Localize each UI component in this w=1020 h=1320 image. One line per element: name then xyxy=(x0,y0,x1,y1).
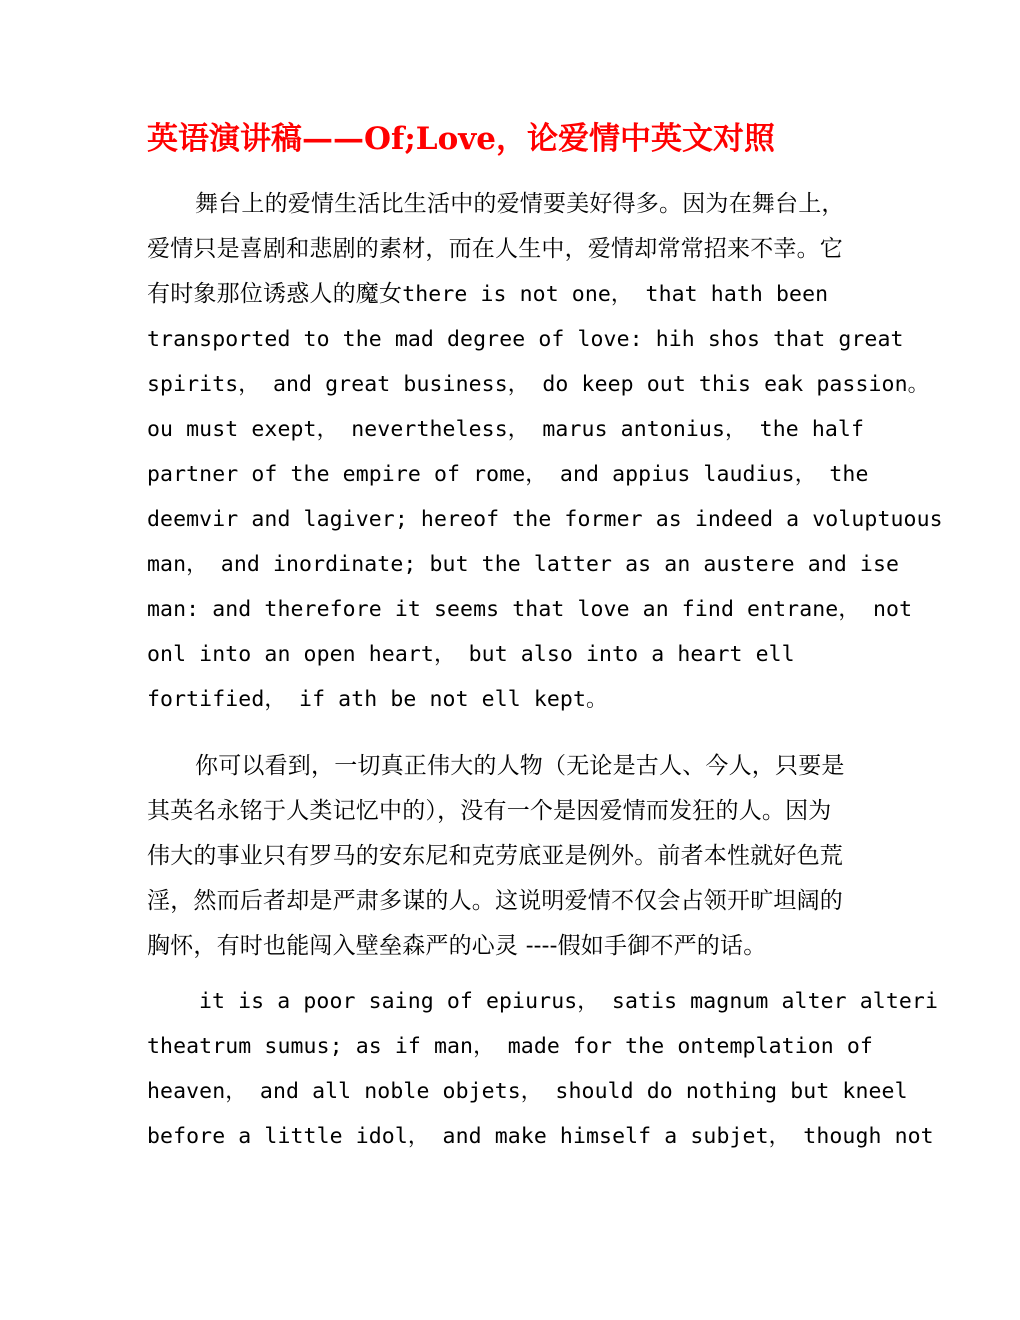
text-line xyxy=(147,182,873,227)
text-line xyxy=(147,744,873,789)
english-run: theatrum sumus; as if man， made for the ontemplation of xyxy=(147,1034,873,1059)
english-run: man， and inordinate; but the latter as an austere and ise xyxy=(147,552,900,577)
text-line xyxy=(147,317,904,362)
chinese-run: 胸怀，有时也能闯入壁垒森严的心灵 ----假如手御不严的话。 xyxy=(147,933,767,959)
english-run: before a little idol， and make himself a subjet， though not xyxy=(147,1124,934,1149)
english-run: onl into an open heart， but also into a heart ell xyxy=(147,642,795,667)
text-line xyxy=(147,362,930,407)
text-line xyxy=(147,587,913,632)
text-line xyxy=(147,1024,873,1069)
text-line xyxy=(147,272,873,317)
chinese-run: 你可以看到，一切真正伟大的人物（无论是古人、今人，只要是 xyxy=(195,753,845,779)
paragraph xyxy=(147,722,873,969)
chinese-run: 舞台上的爱情生活比生活中的爱情要美好得多。因为在舞台上， xyxy=(195,191,845,217)
english-run: it is a poor saing of epiurus， satis magnum alter alteri xyxy=(199,989,939,1014)
english-run: man: and therefore it seems that love an find entrane， not xyxy=(147,597,913,622)
text-line xyxy=(147,1114,934,1159)
paragraph xyxy=(147,969,939,1159)
english-run: heaven， and all noble objets， should do nothing but kneel xyxy=(147,1079,908,1104)
text-line xyxy=(147,407,873,452)
text-line xyxy=(147,497,943,542)
document-content xyxy=(147,0,943,1159)
english-run: deemvir and lagiver; hereof the former as indeed a voluptuous xyxy=(147,507,943,532)
text-line xyxy=(147,879,873,924)
text-line xyxy=(147,834,873,879)
english-run: fortified， if ath be not ell kept。 xyxy=(147,687,608,712)
english-run: partner of the empire of rome， and appius laudius， the xyxy=(147,462,869,487)
text-line xyxy=(147,632,873,677)
english-run: there is not one， that hath been xyxy=(402,282,829,307)
text-line xyxy=(147,924,873,969)
page-title: 英语演讲稿——Of;Love，论爱情中英文对照 xyxy=(147,121,775,157)
english-run: transported to the mad degree of love: hih shos that great xyxy=(147,327,904,352)
document-body xyxy=(147,160,943,1159)
text-line xyxy=(147,542,900,587)
english-run: ou must exept， nevertheless， marus antonius， the half xyxy=(147,417,865,442)
text-line xyxy=(147,227,873,272)
chinese-run: 其英名永铭于人类记忆中的），没有一个是因爱情而发狂的人。因为 xyxy=(147,798,832,824)
text-line xyxy=(147,677,873,722)
text-line xyxy=(147,1069,908,1114)
text-line xyxy=(147,979,939,1024)
paragraph xyxy=(147,160,943,722)
text-line xyxy=(147,789,873,834)
text-line xyxy=(147,452,873,497)
english-run: spirits， and great business， do keep out this eak passion。 xyxy=(147,372,930,397)
chinese-run: 伟大的事业只有罗马的安东尼和克劳底亚是例外。前者本性就好色荒 xyxy=(147,843,843,869)
chinese-run: 爱情只是喜剧和悲剧的素材，而在人生中，爱情却常常招来不幸。它 xyxy=(147,236,843,262)
chinese-run: 有时象那位诱惑人的魔女 xyxy=(147,281,403,307)
chinese-run: 淫，然而后者却是严肃多谋的人。这说明爱情不仅会占领开旷坦阔的 xyxy=(147,888,843,914)
